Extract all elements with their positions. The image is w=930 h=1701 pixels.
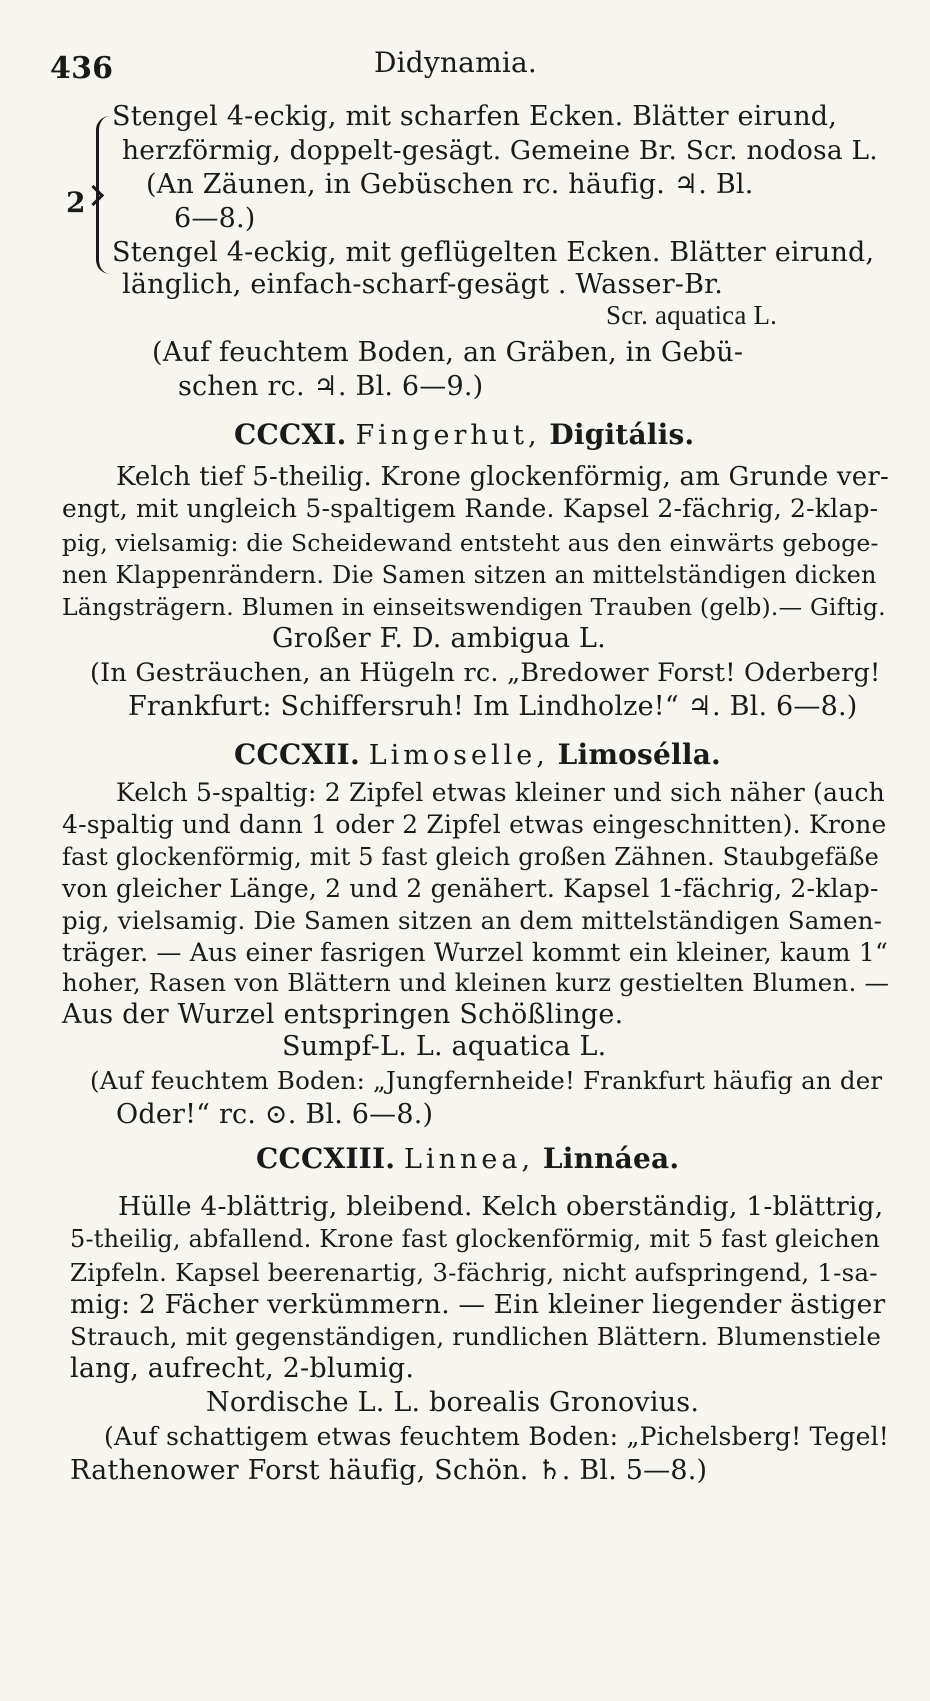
description-line: Strauch, mit gegenständigen, rundlichen Blättern. Blumenstiele — [70, 1322, 882, 1351]
genus-heading-linnaea — [256, 1142, 679, 1177]
description-line: mig: 2 Fächer verkümmern. — Ein kleiner liegender ästiger — [70, 1289, 886, 1320]
description-line: von gleicher Länge, 2 und 2 genähert. Kapsel 1-fächrig, 2-klap- — [62, 874, 879, 903]
description-line: nen Klappenrändern. Die Samen sitzen an mittelständigen dicken — [62, 561, 877, 589]
description-line: Zipfeln. Kapsel beerenartig, 3-fächrig, nicht aufspringend, 1-sa- — [70, 1258, 878, 1287]
heading-german: Limoselle, — [368, 740, 549, 771]
description-line: hoher, Rasen von Blättern und kleinen kurz gestielten Blumen. — — [62, 968, 890, 997]
genus-heading-digitalis — [234, 418, 694, 453]
heading-number: CCCXI. — [234, 418, 347, 451]
description-line: 5-theilig, abfallend. Krone fast glockenförmig, mit 5 fast gleichen — [70, 1225, 881, 1253]
key-line: Scr. aquatica L. — [606, 300, 778, 330]
habitat-line: (Auf feuchtem Boden: „Jungfernheide! Frankfurt häufig an der — [90, 1066, 883, 1095]
habitat-line: Rathenower Forst häufig, Schön. ♄. Bl. 5—8.) — [70, 1455, 708, 1486]
description-line: Längsträgern. Blumen in einseitswendigen Trauben (gelb).— Giftig. — [62, 593, 886, 621]
species-line: Nordische L. L. borealis Gronovius. — [206, 1387, 700, 1418]
heading-german: Linnea, — [404, 1144, 535, 1175]
key-line: länglich, einfach-scharf-gesägt . Wasser-Br. — [122, 269, 724, 300]
habitat-line: (In Gesträuchen, an Hügeln rc. „Bredower Forst! Oderberg! — [90, 658, 881, 688]
description-line: Aus der Wurzel entspringen Schößlinge. — [62, 999, 624, 1030]
heading-number: CCCXII. — [234, 738, 360, 771]
heading-latin: Limosélla. — [557, 738, 721, 771]
key-line: herzförmig, doppelt-gesägt. Gemeine Br. Scr. nodosa L. — [122, 135, 878, 166]
key-line: (An Zäunen, in Gebüschen rc. häufig. ♃. Bl. — [146, 169, 754, 200]
heading-latin: Linnáea. — [542, 1142, 680, 1175]
description-line: träger. — Aus einer fasrigen Wurzel kommt ein kleiner, kaum 1“ — [62, 938, 888, 967]
description-line: Hülle 4-blättrig, bleibend. Kelch oberständig, 1-blättrig, — [118, 1191, 884, 1222]
species-line: Sumpf-L. L. aquatica L. — [282, 1031, 607, 1062]
description-line: Kelch tief 5-theilig. Krone glockenförmig, am Grunde ver- — [116, 462, 889, 492]
description-line: pig, vielsamig: die Scheidewand entsteht aus den einwärts geboge- — [62, 529, 879, 557]
key-line: (Auf feuchtem Boden, an Gräben, in Gebü- — [152, 337, 744, 368]
page-number: 436 — [50, 51, 114, 86]
description-line: pig, vielsamig. Die Samen sitzen an dem mittelständigen Samen- — [62, 906, 883, 935]
key-line: Stengel 4-eckig, mit geflügelten Ecken. Blätter eirund, — [112, 237, 875, 268]
running-title: Didynamia. — [374, 46, 537, 79]
habitat-line: (Auf schattigem etwas feuchtem Boden: „Pichelsberg! Tegel! — [104, 1422, 890, 1451]
key-line: Stengel 4-eckig, mit scharfen Ecken. Blätter eirund, — [112, 101, 838, 132]
key-line: schen rc. ♃. Bl. 6—9.) — [178, 371, 484, 402]
description-line: lang, aufrecht, 2-blumig. — [70, 1353, 415, 1384]
description-line: Kelch 5-spaltig: 2 Zipfel etwas kleiner und sich näher (auch — [116, 778, 885, 807]
description-line: fast glockenförmig, mit 5 fast gleich großen Zähnen. Staubgefäße — [62, 843, 880, 871]
description-line: 4-spaltig und dann 1 oder 2 Zipfel etwas eingeschnitten). Krone — [62, 810, 887, 839]
key-number: 2 — [66, 186, 86, 219]
key-line: 6—8.) — [174, 203, 256, 234]
habitat-line: Oder!“ rc. ⊙. Bl. 6—8.) — [116, 1099, 434, 1130]
heading-number: CCCXIII. — [256, 1142, 396, 1175]
habitat-line: Frankfurt: Schiffersruh! Im Lindholze!“ ♃. Bl. 6—8.) — [128, 691, 858, 722]
heading-latin: Digitális. — [549, 418, 695, 451]
description-line: engt, mit ungleich 5-spaltigem Rande. Kapsel 2-fächrig, 2-klap- — [62, 494, 879, 523]
species-line: Großer F. D. ambigua L. — [272, 623, 606, 654]
genus-heading-limosella — [234, 738, 721, 773]
heading-german: Fingerhut, — [355, 420, 541, 451]
